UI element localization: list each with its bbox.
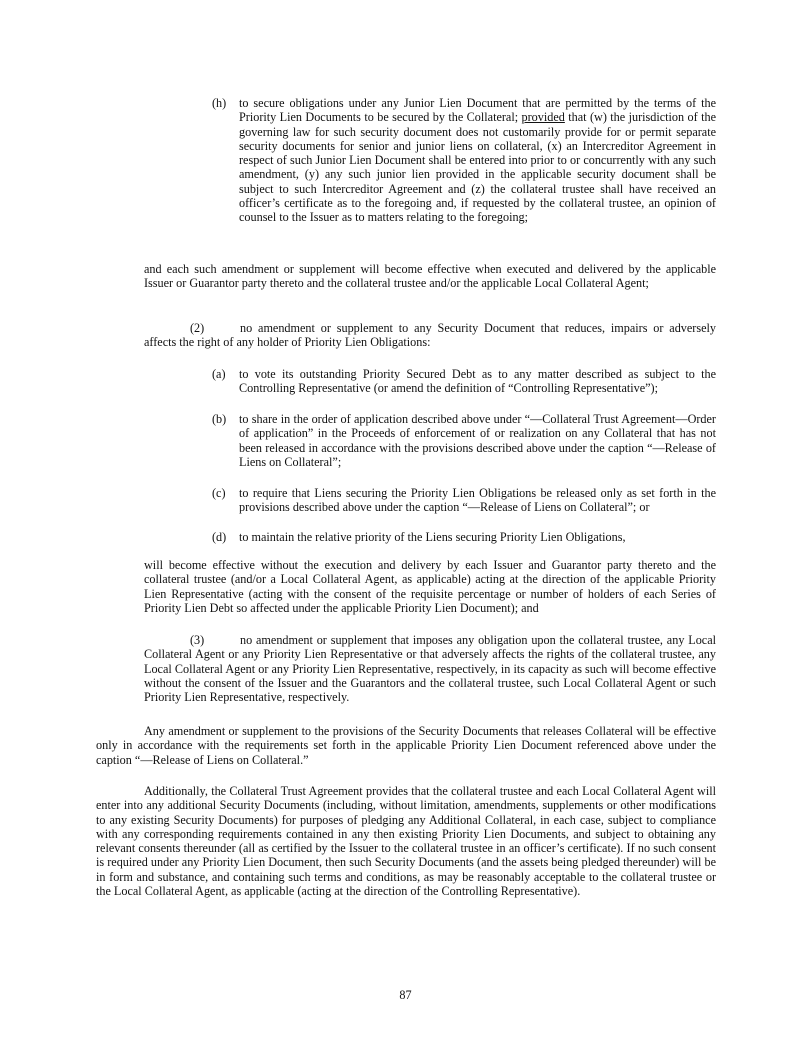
list-item-b: [212, 412, 716, 469]
clause-2-text: no amendment or supplement to any Security Document that reduces, impairs or adversely affects the right of any holder of Priority Lien Obligations:: [144, 321, 716, 350]
clause-3-text: no amendment or supplement that imposes any obligation upon the collateral trustee, any Local Collateral Agent or any Priority Lien Representative or that adversely affects the rights of the collateral trustee, any Local Collateral Agent or any Priority Lien Representative, respectively, in its capacity as such will become effective without the consent of the Issuer and the Guarantors and the collateral trustee, such Local Collateral Agent or such Priority Lien Representative, respectively.: [144, 633, 716, 705]
provided-underlined-term: provided: [521, 110, 565, 125]
clause-3-paragraph: [144, 633, 716, 704]
list-item-label: (a): [212, 367, 226, 381]
clause-3-number: (3): [190, 633, 205, 647]
list-item-label: (d): [212, 530, 227, 544]
page-number: 87: [399, 988, 412, 1002]
paragraph-effective-without-execution: will become effective without the execution and delivery by each Issuer and Guarantor party thereto and the collateral trustee (and/or a Local Collateral Agent, as applicable) acting at the direction of the applicable Priority Lien Representative (acting with the consent of the requisite percentage or number of holders of each Series of Priority Lien Debt so affected under the applicable Priority Lien Document); and: [144, 558, 716, 615]
list-item-text: to vote its outstanding Priority Secured Debt as to any matter described as subject to the Controlling Representative (or amend the definition of “Controlling Representative”);: [239, 367, 716, 396]
list-item-label: (c): [212, 486, 226, 500]
clause-2-paragraph: [144, 321, 716, 350]
paragraph-effective-when-executed: and each such amendment or supplement will become effective when executed and delivered by the applicable Issuer or Guarantor party thereto and the collateral trustee and/or the applicable Local Collateral Agent;: [144, 262, 716, 291]
list-item-h: [212, 96, 716, 225]
list-item-a: [212, 367, 716, 396]
list-item-text: to require that Liens securing the Priority Lien Obligations be released only as set forth in the provisions described above under the caption “—Release of Liens on Collateral”; or: [239, 486, 716, 515]
paragraph-additionally: Additionally, the Collateral Trust Agreement provides that the collateral trustee and each Local Collateral Agent will enter into any additional Security Documents (including, without limitation, amendments, supplements or other modifications to any existing Security Documents) for purposes of pledging any Additional Collateral, in each case, subject to compliance with any corresponding requirements contained in any then existing Priority Lien Documents, and subject to obtaining any relevant consents thereunder (all as certified by the Issuer to the collateral trustee in an officer’s certificate). If no such consent is required under any Priority Lien Document, then such Security Documents (and the assets being pledged thereunder) will be in form and substance, and containing such terms and conditions, as may be reasonably acceptable to the collateral trustee or the Local Collateral Agent, as applicable (acting at the direction of the Controlling Representative).: [96, 784, 716, 899]
list-item-label: (h): [212, 96, 227, 110]
list-item-text: to maintain the relative priority of the Liens securing Priority Lien Obligations,: [239, 530, 626, 544]
list-item-c: [212, 486, 716, 515]
list-item-label: (b): [212, 412, 227, 426]
list-item-text: to secure obligations under any Junior Lien Document that are permitted by the terms of the Priority Lien Documents to be secured by the Collateral; provided that (w) the jurisdiction of the governing law for such security document does not customarily provide for or permit separate security documents for senior and junior liens on collateral, (x) an Intercreditor Agreement in respect of such Junior Lien Document shall be entered into prior to or concurrently with any such amendment, (y) any such junior lien provided in the applicable security document shall be subject to such Intercreditor Agreement and (z) the collateral trustee shall have received an officer’s certificate as to the foregoing and, if requested by the collateral trustee, an opinion of counsel to the Issuer as to matters relating to the foregoing;: [239, 96, 716, 225]
paragraph-release-collateral: Any amendment or supplement to the provisions of the Security Documents that releases Collateral will be effective only in accordance with the requirements set forth in the applicable Priority Lien Document referenced above under the caption “—Release of Liens on Collateral.”: [96, 724, 716, 767]
list-item-text: to share in the order of application described above under “—Collateral Trust Agreement—Order of application” in the Proceeds of enforcement of or realization on any Collateral that has not been released in accordance with the provisions described above under the caption “—Release of Liens on Collateral”;: [239, 412, 716, 469]
list-item-d: [212, 530, 716, 544]
clause-2-number: (2): [190, 321, 205, 335]
